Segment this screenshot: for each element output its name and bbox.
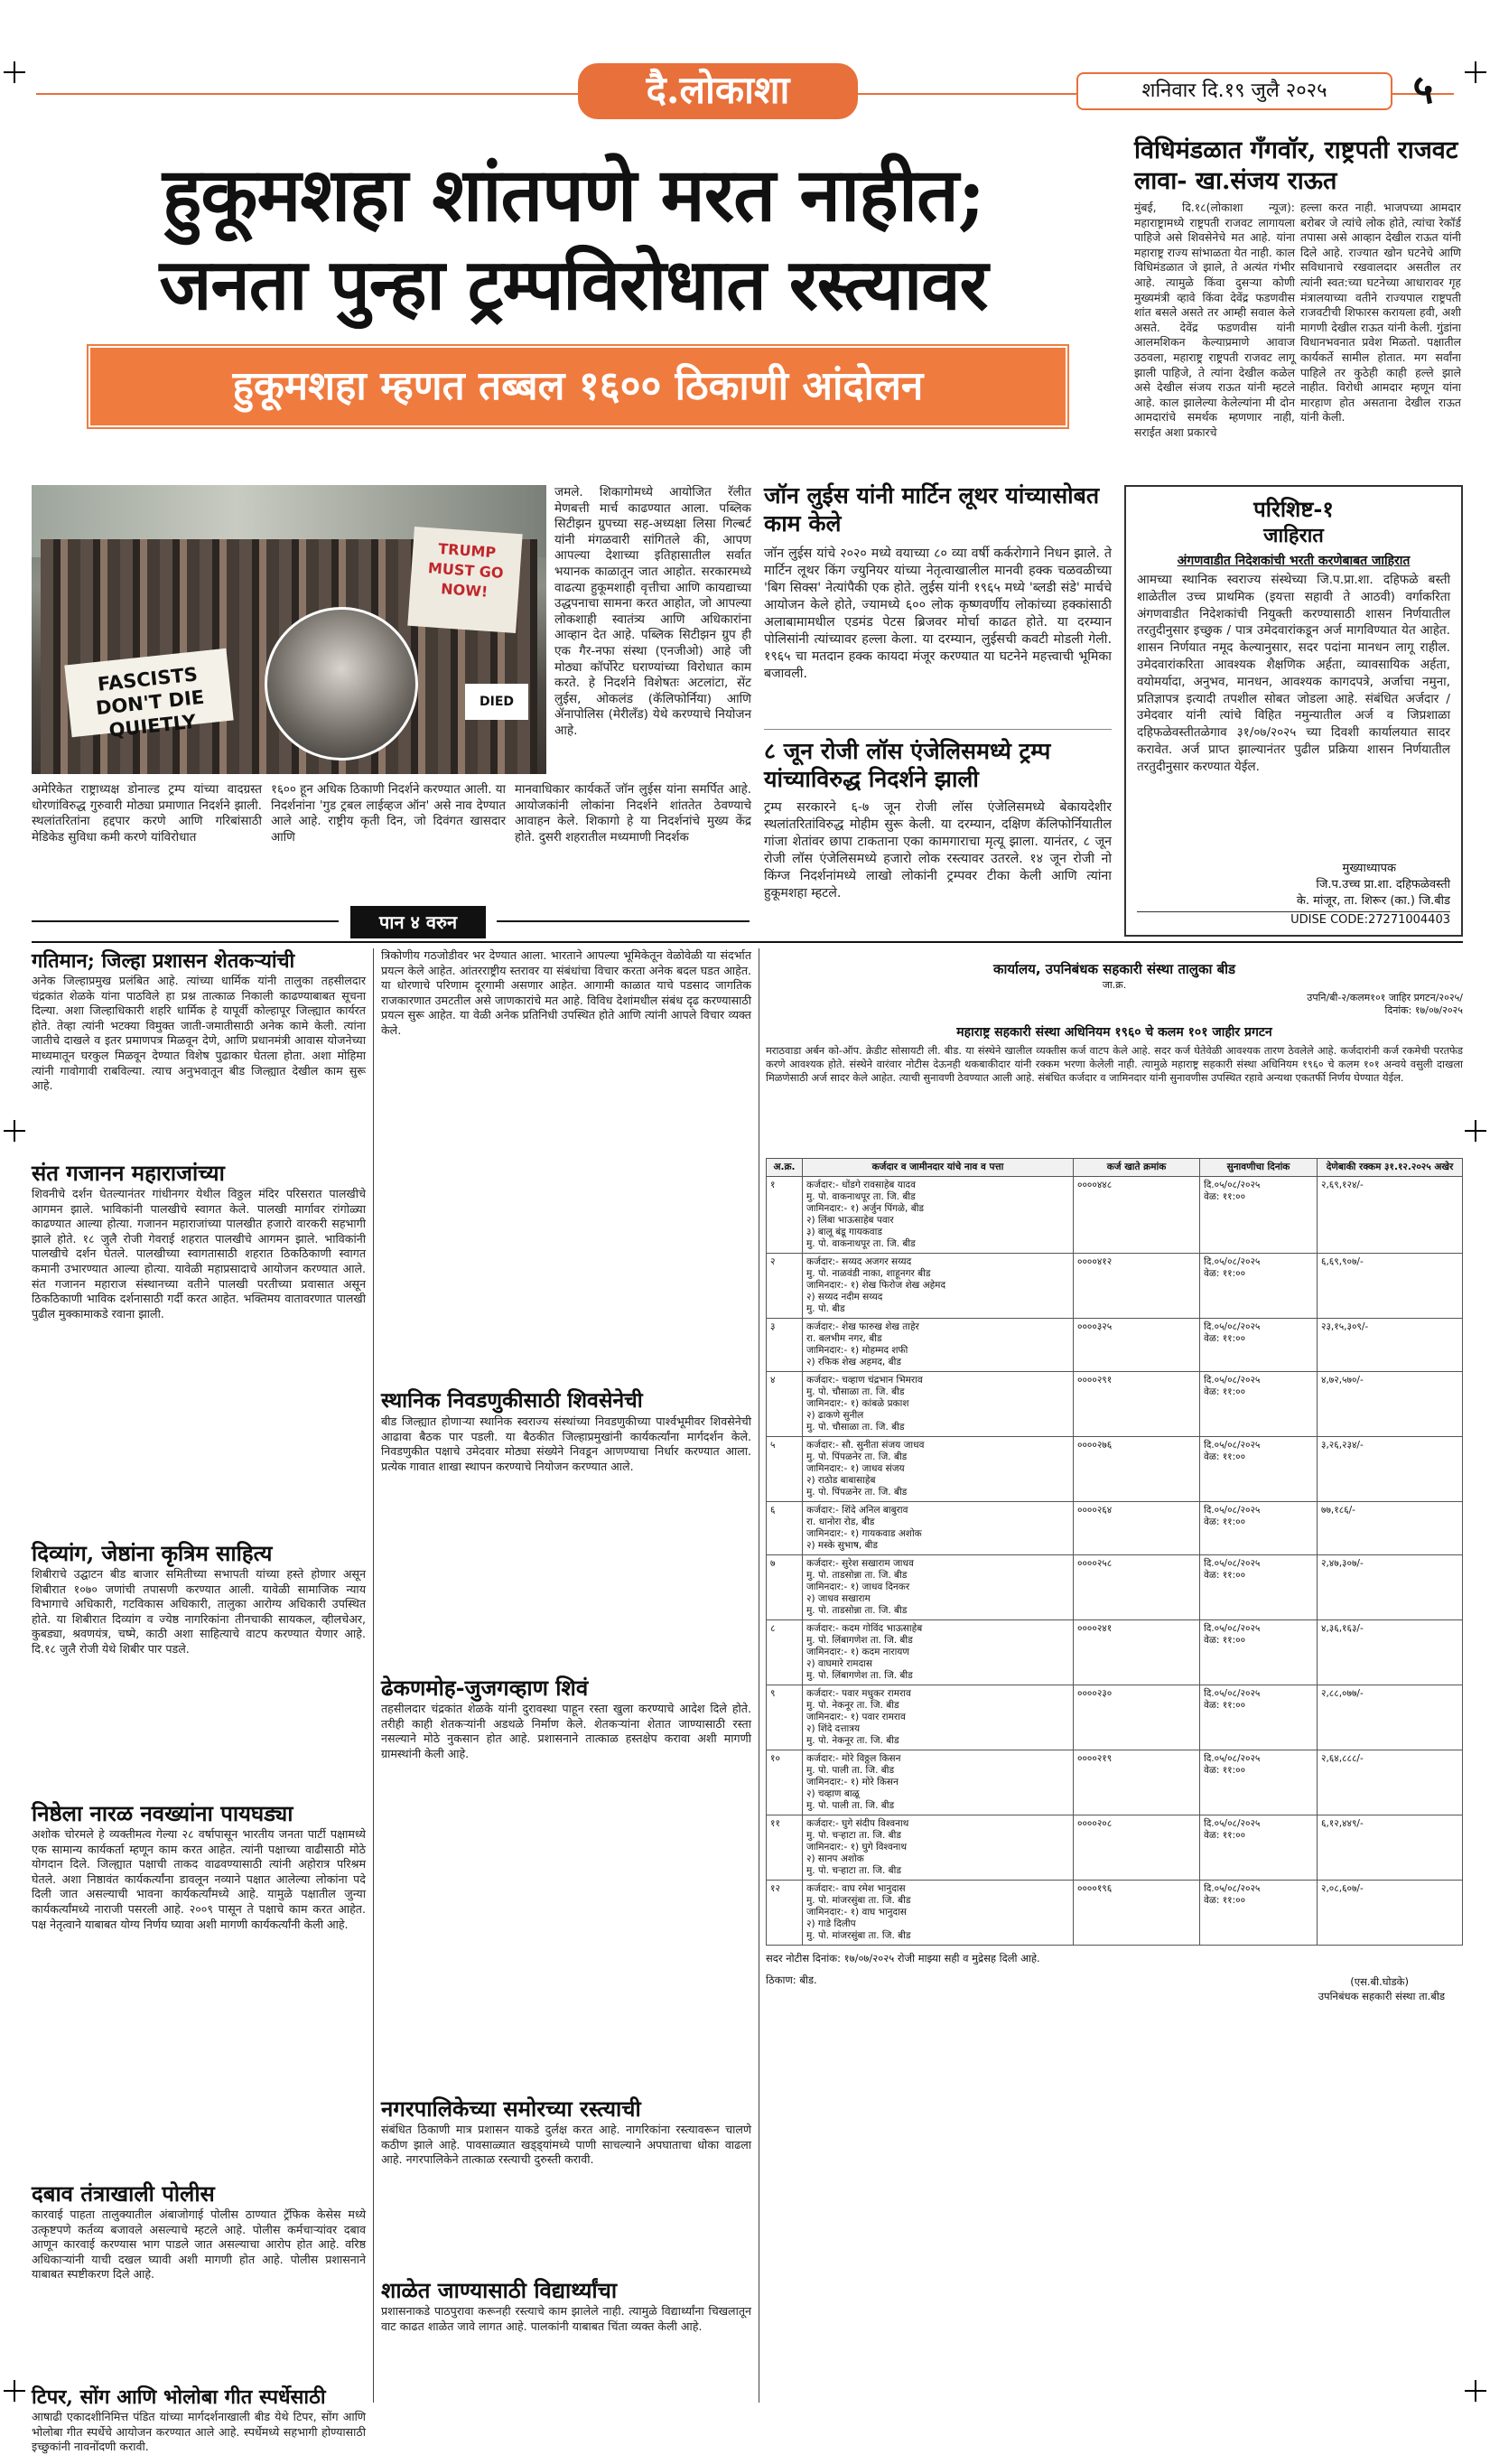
cell-amount: २,६९,१२४/- bbox=[1318, 1177, 1463, 1254]
story-headline: स्थानिक निवडणुकीसाठी शिवसेनेची bbox=[381, 1388, 643, 1413]
cell-hearing-date: दि.०५/०८/२०२५ वेळ: ११:०० bbox=[1200, 1254, 1318, 1319]
story-headline: ढेकणमोह-जुजगव्हाण शिवं bbox=[381, 1675, 589, 1701]
cell-account: ००००४१२ bbox=[1074, 1254, 1200, 1319]
lead-headline-line-2: जनता पुन्हा ट्रम्पविरोधात रस्त्यावर bbox=[159, 244, 988, 326]
divider bbox=[764, 729, 1112, 730]
john-lewis-headline: जॉन लुईस यांनी मार्टिन लूथर यांच्यासोबत काम केले bbox=[764, 482, 1100, 537]
divider bbox=[497, 920, 750, 922]
register-signature bbox=[766, 1974, 1463, 2003]
story-headline: दिव्यांग, जेष्ठांना कृत्रिम साहित्य bbox=[32, 1540, 273, 1566]
lead-story-col-3: मानवाधिकार कार्यकर्ते जॉन लुईस यांना समर्पित आहे. आयोजकांनी लोकांना निदर्शने शांततेत ठेवण्याचे आवाहन केले. शिकागो हे या निदर्शनांचे मुख्य केंद्र होते. दुसरी शहरातील मध्यमाणी निदर्शक bbox=[515, 783, 751, 845]
protest-sign: FASCISTS DON'T DIE QUIETLY bbox=[64, 649, 233, 737]
cell-amount: ६,१२,४४९/- bbox=[1318, 1815, 1463, 1881]
register-signer-name: (एस.बी.घोडके) bbox=[1350, 1975, 1409, 1988]
register-ref-2: दिनांक: १७/०७/२०२५ bbox=[1384, 1004, 1463, 1016]
story-headline: दबाव तंत्राखाली पोलीस bbox=[32, 2180, 215, 2207]
cell-names: कर्जदार:- धोंडगे रावसाहेब यादव मु. पो. वाकनाथपूर ता. जि. बीड जामिनदार:- १) अर्जुन पिंगळे, बीड २) लिंबा भाऊसाहेब पवार ३) बालू बंडू गायकवाड मु. पो. वाकनाथपूर ता. जि. बीड bbox=[803, 1177, 1074, 1254]
cell-serial: १२ bbox=[767, 1881, 803, 1946]
registration-mark bbox=[4, 1120, 25, 1142]
cell-amount: ६,६९,९०७/- bbox=[1318, 1254, 1463, 1319]
cell-amount: २,०८,६०७/- bbox=[1318, 1881, 1463, 1946]
story-headline: निष्ठेला नारळ नवख्यांना पायघड्या bbox=[32, 1800, 293, 1826]
table-header-row bbox=[767, 1159, 1463, 1177]
cell-names: कर्जदार:- वाघ रमेश भानुदास मु. पो. मांजरसुंबा ता. जि. बीड जामिनदार:- १) वाघ भानुदास २) गाडे दिलीप मु. पो. मांजरसुंबा ता. जि. बीड bbox=[803, 1881, 1074, 1946]
story-police-pressure bbox=[32, 2180, 366, 2379]
table-row bbox=[767, 1177, 1463, 1254]
cell-hearing-date: दि.०५/०८/२०२५ वेळ: ११:०० bbox=[1200, 1372, 1318, 1437]
protest-sign: DIED bbox=[465, 684, 528, 720]
notice-signature bbox=[1137, 861, 1450, 929]
cell-amount: २३,१५,३०९/- bbox=[1318, 1319, 1463, 1372]
cell-names: कर्जदार:- घुगे संदीप विश्वनाथ मु. पो. चऱ्हाटा ता. जि. बीड जामिनदार:- १) घुगे विश्वनाथ २) सानप अशोक मु. पो. चऱ्हाटा ता. जि. बीड bbox=[803, 1815, 1074, 1881]
page-number: ५ bbox=[1412, 67, 1434, 113]
cell-hearing-date: दि.०५/०८/२०२५ वेळ: ११:०० bbox=[1200, 1685, 1318, 1750]
story-headline: संत गजानन महाराजांच्या bbox=[32, 1160, 225, 1186]
john-lewis-body: जॉन लुईस यांचे २०२० मध्ये वयाच्या ८० व्या वर्षी कर्करोगाने निधन झाले. ते मार्टिन लूथर किंग ज्युनियर यांच्या नेतृत्वाखालील मानवी हक्क चळवळीच्या 'बिग सिक्स' नेत्यांपैकी एक होते. लुईस यांनी १९६५ मध्ये 'ब्लडी संडे' मार्चचे आयोजन केले होते, ज्यामध्ये ६०० लोक कृष्णवर्णीय लोकांच्या हक्कांसाठी अलाबामामधील एडमंड पेटस ब्रिजवर मोर्चा काढत होते. या दरम्यान पोलिसांनी त्यांच्यावर हल्ला केला. या दरम्यान, लुईसची कवटी मोडली गेली. १९६५ चा मतदान हक्क कायदा मंजूर करण्यात या घटनेने महत्त्वाची भूमिका बजावली. bbox=[764, 546, 1112, 681]
cell-serial: ३ bbox=[767, 1319, 803, 1372]
registration-mark bbox=[1465, 2380, 1486, 2402]
cell-names: कर्जदार:- चव्हाण चंद्रभान भिमराव मु. पो. चौसाळा ता. जि. बीड जामिनदार:- १) कांबळे प्रकाश २) ढाकणे सुनील मु. पो. चौसाळा ता. जि. बीड bbox=[803, 1372, 1074, 1437]
cell-names: कर्जदार:- शिंदे अनिल बाबुराव रा. धानोरा रोड, बीड जामिनदार:- १) गायकवाड अशोक २) मस्के सुभाष, बीड bbox=[803, 1502, 1074, 1555]
table-row bbox=[767, 1502, 1463, 1555]
cell-names: कर्जदार:- सय्यद अजगर सय्यद मु. पो. नाळवंडी नाका, शाहूनगर बीड जामिनदार:- १) शेख फिरोज शेख अहेमद २) सय्यद नदीम सय्यद मु. पो. बीड bbox=[803, 1254, 1074, 1319]
story-headline: नगरपालिकेच्या समोरच्या रस्त्याची bbox=[381, 2095, 641, 2122]
cell-hearing-date: दि.०५/०८/२०२५ वेळ: ११:०० bbox=[1200, 1555, 1318, 1620]
registration-mark bbox=[1465, 1120, 1486, 1142]
cooperative-register-notice bbox=[766, 948, 1463, 2403]
table-row bbox=[767, 1815, 1463, 1881]
cell-hearing-date: दि.०५/०८/२०२५ वेळ: ११:०० bbox=[1200, 1502, 1318, 1555]
cell-serial: १ bbox=[767, 1177, 803, 1254]
notice-udise-code: UDISE CODE:27271004403 bbox=[1137, 911, 1450, 929]
notice-title: परिशिष्ट-१ bbox=[1253, 496, 1334, 522]
cell-account: ००००२५८ bbox=[1074, 1555, 1200, 1620]
cell-account: ००००२०८ bbox=[1074, 1815, 1200, 1881]
notice-sign-title: मुख्याध्यापक bbox=[1342, 862, 1396, 875]
story-body: प्रशासनाकडे पाठपुरावा करूनही रस्त्याचे काम झालेले नाही. त्यामुळे विद्यार्थ्यांना चिखलातून वाट काढत शाळेत जावे लागत आहे. पालकांनी याबाबत चिंता व्यक्त केली आहे. bbox=[381, 2304, 751, 2333]
story-headline: टिपर, सोंग आणि भोलोबा गीत स्पर्धेसाठी bbox=[32, 2385, 326, 2409]
register-title: महाराष्ट्र सहकारी संस्था अधिनियम १९६० चे कलम १०१ जाहीर प्रगटन bbox=[956, 1025, 1272, 1040]
recruitment-notice bbox=[1124, 485, 1463, 937]
cell-serial: ४ bbox=[767, 1372, 803, 1437]
cell-hearing-date: दि.०५/०८/२०२५ वेळ: ११:०० bbox=[1200, 1881, 1318, 1946]
story-students-road bbox=[381, 2277, 751, 2413]
notice-subtitle: जाहिरात bbox=[1263, 524, 1324, 547]
table-row bbox=[767, 1555, 1463, 1620]
cell-names: कर्जदार:- पवार मधुकर रामराव मु. पो. नेकनूर ता. जि. बीड जामिनदार:- १) पवार रामराव २) शिंदे दत्तात्रय मु. पो. नेकनूर ता. जि. बीड bbox=[803, 1685, 1074, 1750]
story-body: कारवाई पाहता तालुक्यातील अंबाजोगाई पोलीस ठाण्यात ट्रॅफिक केसेस मध्ये उत्कृष्टपणे कर्तव्य बजावले असल्याचे म्हटले आहे. पोलीस कर्मचाऱ्यांवर दबाव आणून कारवाई करण्यास भाग पाडले जात असल्याचा आरोप होत आहे. वरिष्ठ अधिकाऱ्यांनी याची दखल घ्यावी अशी मागणी होत आहे. पोलीस प्रशासनाने याबाबत स्पष्टीकरण दिले आहे. bbox=[32, 2207, 366, 2282]
story-body: शिबीराचे उद्घाटन बीड बाजार समितीच्या सभापती यांच्या हस्ते होणार असून शिबीरात १०७० जणांची तपासणी करण्यात आली. यावेळी सामाजिक न्याय विभागाचे अधिकारी, गटविकास अधिकारी, तालुका आरोग्य अधिकारी उपस्थित होते. या शिबीरात दिव्यांग व ज्येष्ठ नागरिकांना तीनचाकी सायकल, व्हीलचेअर, कुबड्या, श्रवणयंत्र, चष्मे, काठी अशा साहित्याचे वाटप करण्यात येणार आहे. दि.१८ जुलै रोजी येथे शिबीर पार पडले. bbox=[32, 1567, 366, 1656]
story-body: बीड जिल्ह्यात होणाऱ्या स्थानिक स्वराज्य संस्थांच्या निवडणुकीच्या पार्श्वभूमीवर शिवसेनेची आढावा बैठक पार पडली. या बैठकीत जिल्हाप्रमुखांनी कार्यकर्त्यांना मार्गदर्शन केले. निवडणुकीत पक्षाचे उमेदवार मोठ्या संख्येने निवडून आणण्याचा निर्धार करण्यात आला. प्रत्येक गावात शाखा स्थापन करण्याचे नियोजन करण्यात आले. bbox=[381, 1414, 751, 1473]
register-table bbox=[766, 1158, 1463, 1946]
cell-hearing-date: दि.०५/०८/२०२५ वेळ: ११:०० bbox=[1200, 1177, 1318, 1254]
register-signer-title: उपनिबंधक सहकारी संस्था ता.बीड bbox=[1318, 1990, 1445, 2002]
cell-account: ००००२१९ bbox=[1074, 1750, 1200, 1815]
notice-sign-school: जि.प.उच्च प्रा.शा. दहिफळेवस्ती bbox=[1316, 878, 1450, 891]
cell-serial: ९ bbox=[767, 1685, 803, 1750]
cell-serial: १० bbox=[767, 1750, 803, 1815]
story-body: शिवनीचे दर्शन घेतल्यानंतर गांधीनगर येथील विठ्ठल मंदिर परिसरात पालखीचे आगमन झाले. भाविकांनी पालखीचे स्वागत केले. पालखी मार्गावर रांगोळ्या काढण्यात आल्या होत्या. गजानन महाराजांच्या पालखीत हजारो वारकरी सहभागी झाले होते. १८ जुलै रोजी गेवराई शहरात पालखीचे आगमन झाले. भाविकांनी पालखीचे दर्शन घेतले. पालखीच्या स्वागतासाठी शहरात ठिकठिकाणी स्वागत कमानी उभारण्यात आल्या होत्या. यावेळी महाप्रसादाचे आयोजन करण्यात आले. संत गजानन महाराज संस्थानच्या वतीने पालखी परतीच्या प्रवासात असून ठिकठिकाणी भाविक दर्शनासाठी गर्दी करत आहेत. भक्तिमय वातावरणात पालखी पुढील मुक्कामाकडे रवाना झाली. bbox=[32, 1187, 366, 1321]
story-shivsena-elections bbox=[381, 1387, 751, 1669]
story-municipal-road bbox=[381, 2095, 751, 2272]
lead-banner: हुकूमशहा म्हणत तब्बल १६०० ठिकाणी आंदोलन bbox=[90, 348, 1066, 425]
lead-story-col-2: १६०० हून अधिक ठिकाणी निदर्शने करण्यात आली. या निदर्शनांना 'गुड ट्रबल लाईव्हज ऑन' असे नाव देण्यात आले आहे. राष्ट्रीय कृती दिन, जो दिवंगत खासदार आणि bbox=[271, 783, 506, 845]
story-headline: गतिमान; जिल्हा प्रशासन शेतकऱ्यांची bbox=[32, 949, 295, 973]
cell-amount: २,६४,८८८/- bbox=[1318, 1750, 1463, 1815]
story-headline: शाळेत जाण्यासाठी विद्यार्थ्यांचा bbox=[381, 2277, 618, 2303]
raut-headline: विधिमंडळात गँगवॉर, राष्ट्रपती राजवट लावा- खा.संजय राऊत bbox=[1134, 136, 1458, 195]
cell-names: कर्जदार:- शेख फारुख शेख ताहेर रा. बलभीम नगर, बीड जामिनदार:- १) मोहम्मद शफी २) रफिक शेख अहमद, बीड bbox=[803, 1319, 1074, 1372]
story-gajanan-maharaj bbox=[32, 1160, 366, 1535]
cell-account: ००००३२५ bbox=[1074, 1319, 1200, 1372]
col-header: सुनावणीचा दिनांक bbox=[1200, 1159, 1318, 1177]
col-header: कर्जदार व जामीनदार यांचे नाव व पत्ता bbox=[803, 1159, 1074, 1177]
cell-hearing-date: दि.०५/०८/२०२५ वेळ: ११:०० bbox=[1200, 1620, 1318, 1685]
cell-account: ००००२४१ bbox=[1074, 1620, 1200, 1685]
cell-hearing-date: दि.०५/०८/२०२५ वेळ: ११:०० bbox=[1200, 1750, 1318, 1815]
story-body: अनेक जिल्हाप्रमुख प्रलंबित आहे. त्यांच्या धार्मिक यांनी तालुका तहसीलदार चंद्रकांत शेळके यांना पाठविले हा प्रश्न तात्काळ निकाली काढण्याबाबत सूचना दिल्या. अशा जिल्हाधिकारी शहरि धार्मिक हे यापूर्वी कोल्हापूर जिल्ह्यात कार्यरत होते. तेव्हा त्यांनी भटक्या विमुक्त जाती-जमातीसाठी अनेक कामे केली. त्यांना जातीचे दाखले व इतर प्रमाणपत्र मिळवून देणे, आणि प्रधानमंत्री आवास योजनेच्या माध्यमातून घरकुल मिळवून देण्यात विशेष पुढाकार घेतला होता. अशा मोहिमा त्यांनी गावोगावी राबविल्या. त्याच अनुभवातून बीड जिल्ह्यात देखील काम सुरू आहे. bbox=[32, 974, 366, 1093]
registration-mark bbox=[1465, 61, 1486, 83]
story-loyalty bbox=[32, 1800, 366, 2175]
col-header: कर्ज खाते क्रमांक bbox=[1074, 1159, 1200, 1177]
register-footer: सदर नोटीस दिनांक: १७/०७/२०२५ रोजी माझ्या सही व मुद्रेसह दिली आहे. bbox=[766, 1952, 1040, 1965]
middle-column bbox=[381, 948, 751, 2403]
notice-heading: अंगणवाडीत निदेशकांची भरती करणेबाबत जाहिरात bbox=[1177, 554, 1411, 568]
cell-names: कर्जदार:- सुरेश सखाराम जाधव मु. पो. ताडसोन्ना ता. जि. बीड जामिनदार:- १) जाधव दिनकर २) जाधव सखाराम मु. पो. ताडसोन्ना ता. जि. बीड bbox=[803, 1555, 1074, 1620]
cell-names: कर्जदार:- मोरे विठ्ठल किसन मु. पो. पाली ता. जि. बीड जामिनदार:- १) मोरे किसन २) चव्हाण बाळू मु. पो. पाली ता. जि. बीड bbox=[803, 1750, 1074, 1815]
raut-body-col-2: हल्ला करत नाही. भाजपच्या आमदार बरोबर जे त्यांचे लोक होते, त्यांचा रेकॉर्ड तपासा असे आव्हान देखील राऊत यांनी दिले आहे. राज्यात खोन घटनेचे आणि सविधानाचे रखवालदार असतील तर त्यांनी स्वत:च्या घटनेच्या आधारावर गृह मंत्रालयाच्या वतीने राज्यपाल राष्ट्रपती राजवटीची शिफारस करायला हवी, अशी मागणी देखील राऊत यांनी केली. गुंडांना विधानभवनात प्रवेश मिळतो. पक्षातील कार्यकर्ते सामील होतात. मग सर्वांना पाहिले तर कुठेही काही हल्ले झाले नाहीत. विरोधी आमदार म्हणून यांना मारहाण होत असताना देखील राऊत यांनी केली. bbox=[1300, 201, 1461, 425]
cell-hearing-date: दि.०५/०८/२०२५ वेळ: ११:०० bbox=[1200, 1815, 1318, 1881]
story-body: अशोक चोरमले हे व्यक्तीमत्व गेल्या २८ वर्षापासून भारतीय जनता पार्टी पक्षामध्ये एक सामान्य कार्यकर्ता म्हणून काम करत आहेत. त्यांनी पक्षाच्या वाढीसाठी मोठे योगदान दिले. जिल्ह्यात पक्षाची ताकद वाढवण्यासाठी त्यांनी अहोरात्र परिश्रम घेतले. अशा निष्ठावंत कार्यकर्त्यांना डावलून नव्याने पक्षात आलेल्या लोकांना पदे दिली जात असल्याची भावना कार्यकर्त्यांमध्ये आहे. यामुळे पक्षातील जुन्या कार्यकर्त्यांमध्ये नाराजी पसरली आहे. २००९ पासून ते पक्षाचे काम करत आहेत. पक्ष नेतृत्वाने याबाबत योग्य निर्णय घ्यावा अशी मागणी कार्यकर्त्यांनी केली आहे. bbox=[32, 1827, 366, 1931]
raut-body-col-1: मुंबई, दि.१८(लोकाशा न्यूज): महाराष्ट्रामध्ये राष्ट्रपती राजवट लागायला पाहिजे असे शिवसेनेचे मत आहे. यांना महाराष्ट्र राज्य सांभाळता येत नाही. काल विधिमंडळात जे झाले, ते अत्यंत गंभीर आहे. त्यामुळे किंवा दुसऱ्या कोणी मुख्यमंत्री व्हावे किंवा देवेंद्र फडणवीस शांत बसले असते तर आम्ही सवाल केले असते. देवेंद्र फडणवीस यांनी आलमशिकन केल्याप्रमाणे आवाज उठवला, महाराष्ट्र राष्ट्रपती राजवट लागू झाली पाहिजे, ते त्यांना देखील कळेल असे देखील संजय राऊत यांनी म्हटले आहे. काल झालेल्या केलेल्यांना मी दोन आमदारांचे समर्थक म्हणणार नाही, सराईत अशा प्रकारचे bbox=[1134, 201, 1295, 439]
lead-story-right-column: जमले. शिकागोमध्ये आयोजित रॅलीत मेणबत्ती मार्च काढण्यात आला. पब्लिक सिटीझन ग्रुपच्या सह-अध्यक्षा लिसा गिल्बर्ट यांनी मंगळवारी सांगितले की, आपण आपल्या देशाच्या इतिहासातील सर्वात भयानक काळातून जात आहोत. सरकारमध्ये वाढत्या हुकूमशाही वृत्तीचा आणि कायद्याच्या उद्धपनाचा सामना करत आहोत, जो आपल्या लोकशाही स्वातंत्र्य आणि अधिकारांना आव्हान देत आहे. पब्लिक सिटीझन ग्रुप ही एक गैर-नफा संस्था (एनजीओ) आहे जी मोठ्या कॉर्पोरेट घराण्यांच्या विरोधात काम करते. हे निदर्शने विशेषतः अटलांटा, सेंट लुईस, ओकलंड (कॅलिफोर्निया) आणि ॲनापोलिस (मेरीलँड) येथे करण्याचे नियोजन आहे. bbox=[554, 485, 751, 738]
cell-account: ००००२९१ bbox=[1074, 1372, 1200, 1437]
table-row bbox=[767, 1685, 1463, 1750]
register-ref-1: उपनि/बी-२/कलम१०१ जाहिर प्रगटन/२०२५/ bbox=[1307, 992, 1463, 1003]
cell-account: ००००१९६ bbox=[1074, 1881, 1200, 1946]
cell-amount: ७७,१८६/- bbox=[1318, 1502, 1463, 1555]
table-row bbox=[767, 1620, 1463, 1685]
protest-sign: TRUMP MUST GO NOW! bbox=[407, 527, 522, 633]
cell-account: ००००२३० bbox=[1074, 1685, 1200, 1750]
cell-serial: २ bbox=[767, 1254, 803, 1319]
registration-mark bbox=[4, 61, 25, 83]
register-office: कार्यालय, उपनिबंधक सहकारी संस्था तालुका बीड bbox=[992, 961, 1236, 977]
cell-names: कर्जदार:- कदम गोविंद भाऊसाहेब मु. पो. लिंबागणेश ता. जि. बीड जामिनदार:- १) कदम नारायण २) वाघमारे रामदास मु. पो. लिंबागणेश ता. जि. बीड bbox=[803, 1620, 1074, 1685]
trump-portrait-inset bbox=[265, 607, 418, 761]
la-protest-body: ट्रम्प सरकारने ६-७ जून रोजी लॉस एंजेलिसमध्ये बेकायदेशीर स्थलांतरितांविरुद्ध मोहीम सुरू केली. या दरम्यान, दक्षिण कॅलिफोर्नियातील गांजा शेतांवर छापा टाकताना एका कामगाराचा मृत्यू झाला. यानंतर, ८ जून रोजी लॉस एंजेलिसमध्ये हजारो लोक रस्त्यावर उतरले. १४ जून रोजी नो किंग्ज निदर्शनांमध्ये लाखो लोकांनी ट्रम्पवर टीका केली आणि त्यांना हुकूमशहा म्हटले. bbox=[764, 800, 1112, 901]
register-place: ठिकाण: बीड. bbox=[766, 1974, 817, 1986]
table-row bbox=[767, 1254, 1463, 1319]
table-row bbox=[767, 1437, 1463, 1502]
col-header: देणेबाकी रक्कम ३१.१२.२०२५ अखेर bbox=[1318, 1159, 1463, 1177]
cell-serial: ७ bbox=[767, 1555, 803, 1620]
cell-serial: ५ bbox=[767, 1437, 803, 1502]
story-tipar-competition bbox=[32, 2385, 366, 2464]
cell-amount: २,४७,३०७/- bbox=[1318, 1555, 1463, 1620]
lead-headline-line-1: हुकूमशहा शांतपणे मरत नाहीत; bbox=[162, 152, 985, 238]
continued-label: पान ४ वरुन bbox=[350, 906, 486, 938]
cell-amount: ३,२६,२३४/- bbox=[1318, 1437, 1463, 1502]
cell-serial: ११ bbox=[767, 1815, 803, 1881]
table-row bbox=[767, 1372, 1463, 1437]
cell-amount: ४,३६,१६३/- bbox=[1318, 1620, 1463, 1685]
notice-body: आमच्या स्थानिक स्वराज्य संस्थेच्या जि.प.प्रा.शा. दहिफळे बस्ती शाळेतील उच्च प्राथमिक (इयत्ता सहावी ते आठवी) वर्गाकरिता अंगणवाडीत निदेशकांची नियुक्ती करण्यासाठी शासन निर्णयातील तरतुदीनुसार इच्छुक / पात्र उमेदवारांकडून अर्ज मागविण्यात येत आहेत. शासन निर्णयात नमूद केल्यानुसार, सदर पदांना मानधन लागू राहील. उमेदवारांकरिता आवश्यक शैक्षणिक अर्हता, व्यावसायिक अर्हता, वयोमर्यादा, अनुभव, मानधन, आवश्यक कागदपत्रे, अर्जाचा नमुना, प्रतिज्ञापत्र इत्यादी तपशील सोबत जोडला आहे. संबंधित अर्जदार /उमेदवार यांनी त्यांचे विहित नमुन्यातील अर्ज व जिप्रशाळा दहिफळेवस्तीतळेगाव ३१/०७/२०२५ च्या दिवशी कार्यालयात सादर करावेत. अर्ज प्राप्त झाल्यानंतर पुढील प्रक्रिया शासन निर्णयातील तरतुदीनुसार करण्यात येईल. bbox=[1137, 573, 1450, 774]
cell-hearing-date: दि.०५/०८/२०२५ वेळ: ११:०० bbox=[1200, 1319, 1318, 1372]
masthead-logo: दै.लोकाशा bbox=[578, 63, 858, 119]
cell-account: ००००२६४ bbox=[1074, 1502, 1200, 1555]
story-dhekanmoh-road bbox=[381, 1675, 751, 2090]
story-body: संबंधित ठिकाणी मात्र प्रशासन याकडे दुर्लक्ष करत आहे. नागरिकांना रस्त्यावरून चालणे कठीण झाले आहे. पावसाळ्यात खड्ड्यांमध्ये पाणी साचल्याने अपघाताचा धोका वाढला आहे. नगरपालिकेने तात्काळ रस्त्याची दुरुस्ती करावी. bbox=[381, 2123, 751, 2167]
cell-amount: २,८८,०७७/- bbox=[1318, 1685, 1463, 1750]
story-body: आषाढी एकादशीनिमित्त पंडित यांच्या मार्गदर्शनाखाली बीड येथे टिपर, सोंग आणि भोलोबा गीत स्पर्धेचे आयोजन करण्यात आले आहे. स्पर्धेमध्ये सहभागी होण्यासाठी इच्छुकांनी नावनोंदणी करावी. bbox=[32, 2410, 366, 2454]
story-body: तहसीलदार चंद्रकांत शेळके यांनी दुरावस्था पाहून रस्ता खुला करण्याचे आदेश दिले होते. तरीही काही शेतकऱ्यांनी अडथळे निर्माण केले. शेतकऱ्यांना शेतात जाण्यासाठी रस्ता नसल्याने मोठे नुकसान होत आहे. प्रशासनाने तात्काळ हस्तक्षेप करावा अशी मागणी ग्रामस्थांनी केली आहे. bbox=[381, 1702, 751, 1760]
table-row bbox=[767, 1319, 1463, 1372]
la-protest-headline: ८ जून रोजी लॉस एंजेलिसमध्ये ट्रम्प यांच्याविरुद्ध निदर्शने झाली bbox=[764, 738, 1051, 792]
registration-mark bbox=[4, 2380, 25, 2402]
protest-photo-collage bbox=[32, 485, 546, 774]
notice-sign-address: के. मांजूर, ता. शिरूर (का.) जि.बीड bbox=[1296, 894, 1450, 908]
lead-story-col-1: अमेरिकेत राष्ट्राध्यक्ष डोनाल्ड ट्रम्प यांच्या वादग्रस्त धोरणांविरुद्ध गुरुवारी मोठ्या प्रमाणात निदर्शने झाली. स्थलांतरितांना हद्दपार करणे आणि गरिबांसाठी मेडिकेड सुविधा कमी करणे यांविरोधात bbox=[32, 783, 262, 845]
register-intro: मराठवाडा अर्बन को-ऑप. क्रेडीट सोसायटी ली. बीड. या संस्थेने खालील व्यक्तीस कर्ज वाटप केले आहे. सदर कर्ज घेतेवेळी आवश्यक तारण ठेवलेले आहे. कर्जदारांनी कर्ज रकमेची परतफेड करणे आवश्यक होते. संस्थेने वारंवार नोटीस देऊनही थकबाकीदार यांनी रक्कम भरणा केलेली नाही. त्यामुळे महाराष्ट्र सहकारी संस्था अधिनियम १९६० चे कलम १०१ अन्वये वसुली दाखला मिळणेसाठी अर्ज सादर केले आहेत. त्याची सुनावणी ठेवण्यात आली आहे. संबंधित कर्जदार व जामिनदार यांनी सुनावणीस उपस्थित रहावे अन्यथा एकतर्फी निर्णय घेण्यात येईल. bbox=[766, 1044, 1463, 1084]
section-divider bbox=[32, 941, 1463, 943]
cell-amount: ४,७२,५७०/- bbox=[1318, 1372, 1463, 1437]
cell-serial: ६ bbox=[767, 1502, 803, 1555]
story-disabled-aids bbox=[32, 1540, 366, 1795]
table-row bbox=[767, 1750, 1463, 1815]
cell-hearing-date: दि.०५/०८/२०२५ वेळ: ११:०० bbox=[1200, 1437, 1318, 1502]
cell-serial: ८ bbox=[767, 1620, 803, 1685]
register-office-sub: जा.क्र. bbox=[1102, 979, 1127, 991]
table-row bbox=[767, 1881, 1463, 1946]
cell-names: कर्जदार:- सौ. सुनीता संजय जाधव मु. पो. पिंपळनेर ता. जि. बीड जामिनदार:- १) जाधव संजय २) राठोड बाबासाहेब मु. पो. पिंपळनेर ता. जि. बीड bbox=[803, 1437, 1074, 1502]
story-district-admin bbox=[32, 948, 366, 1154]
masthead-date: शनिवार दि.१९ जुलै २०२५ bbox=[1076, 72, 1392, 110]
cell-account: ००००२७६ bbox=[1074, 1437, 1200, 1502]
cell-account: ००००४४८ bbox=[1074, 1177, 1200, 1254]
col-header: अ.क्र. bbox=[767, 1159, 803, 1177]
divider bbox=[32, 920, 339, 922]
column-rule bbox=[373, 948, 374, 2403]
story-body: त्रिकोणीय गठजोडीवर भर देण्यात आला. भारताने आपल्या भूमिकेतून वेळोवेळी या संदर्भात प्रयत्न केले आहेत. आंतरराष्ट्रीय स्तरावर या संबंधांचा विचार करता अनेक बदल घडत आहेत. या धोरणाचे परिणाम दूरगामी असणार आहेत. आगामी काळात याचे पडसाद जागतिक राजकारणात उमटतील असे जाणकारांचे मत आहे. विविध देशांमधील संबंध दृढ करण्यासाठी प्रयत्न सुरू आहेत. या वेळी अनेक प्रतिनिधी उपस्थित होते आणि त्यांनी आपले विचार व्यक्त केले. bbox=[381, 948, 751, 1037]
left-column bbox=[32, 948, 366, 2454]
